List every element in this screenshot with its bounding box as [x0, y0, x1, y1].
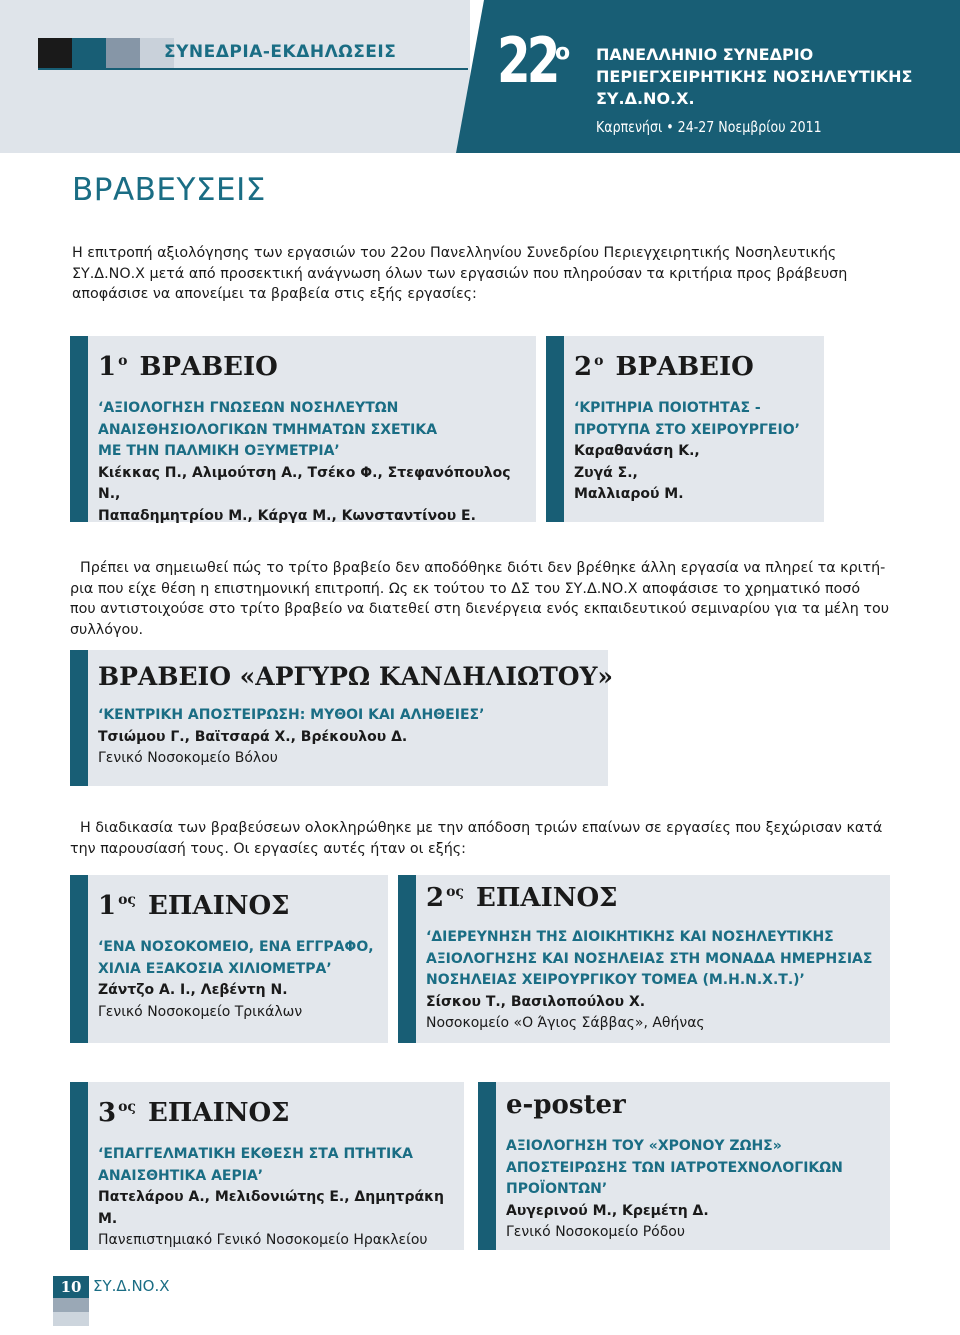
praise-intro-line: Η διαδικασία των βραβεύσεων ολοκληρώθηκε με την απόδοση τριών επαίνων σε εργασίες που ξεχώρισαν κατά	[80, 820, 883, 836]
special-award-authors: Τσιώμου Γ., Βαϊτσαρά Χ., Βρέκουλου Δ.	[98, 728, 408, 745]
header-color-squares	[38, 38, 174, 68]
header-square-1	[38, 38, 72, 68]
box-accent-bar	[546, 336, 564, 522]
special-award-work: ‘ΚΕΝΤΡΙΚΗ ΑΠΟΣΤΕΙΡΩΣΗ: ΜΥΘΟΙ ΚΑΙ ΑΛΗΘΕΙΕΣ’	[98, 707, 485, 723]
third-praise-title	[98, 1098, 458, 1128]
header-category: ΣΥΝΕΔΡΙΑ-ΕΚΔΗΛΩΣΕΙΣ	[164, 42, 397, 62]
first-award-work	[98, 398, 530, 463]
work-line: ΑΝΑΙΣΘΗΣΙΟΛΟΓΙΚΩΝ ΤΜΗΜΑΤΩΝ ΣΧΕΤΙΚΑ	[98, 421, 438, 438]
praise-number: 1	[98, 891, 117, 921]
section-title: ΒΡΑΒΕΥΣΕΙΣ	[72, 172, 266, 208]
conference-title-line: ΠΕΡΙΕΓΧΕΙΡΗΤΙΚΗΣ ΝΟΣΗΛΕΥΤΙΚΗΣ	[596, 67, 913, 86]
praise-number: 3	[98, 1098, 117, 1128]
box-accent-bar	[70, 875, 88, 1043]
special-award-title: ΒΡΑΒΕΙΟ «ΑΡΓΥΡΩ ΚΑΝΔΗΛΙΩΤΟΥ»	[98, 662, 614, 691]
first-praise-work	[98, 937, 382, 980]
author-line: Μαλλιαρού Μ.	[574, 486, 684, 502]
work-line: ΑΞΙΟΛΟΓΗΣΗΣ ΚΑΙ ΝΟΣΗΛΕΙΑΣ ΣΤΗ ΜΟΝΑΔΑ ΗΜΕΡΗΣΙΑΣ	[426, 950, 873, 967]
conference-title-line: ΠΑΝΕΛΛΗΝΙΟ ΣΥΝΕΔΡΙΟ	[596, 45, 814, 64]
praise-label: ΕΠΑΙΝΟΣ	[148, 1098, 290, 1128]
work-line: ΜΕ ΤΗΝ ΠΑΛΜΙΚΗ ΟΞΥΜΕΤΡΙΑ’	[98, 443, 340, 459]
box-accent-bar	[478, 1082, 496, 1250]
praise-number-suffix: ος	[446, 884, 464, 900]
conference-title	[596, 44, 912, 110]
author-line: Κιέκκας Π., Αλιμούτση Α., Τσέκο Φ., Στεφανόπουλος Ν.,	[98, 464, 511, 502]
second-award-title	[574, 352, 818, 382]
special-award-box	[70, 650, 614, 786]
praise-intro-line: την παρουσίασή τους. Οι εργασίες αυτές ήταν οι εξής:	[70, 840, 466, 857]
intro-paragraph	[72, 243, 892, 305]
third-praise-institution: Πανεπιστημιακό Γενικό Νοσοκομείο Ηρακλείου	[98, 1232, 428, 1248]
second-praise-title	[426, 883, 884, 913]
praise-label: ΕΠΑΙΝΟΣ	[148, 891, 290, 921]
footer-org: ΣΥ.Δ.ΝΟ.Χ	[93, 1277, 170, 1295]
second-award-work	[574, 398, 818, 441]
eposter-institution: Γενικό Νοσοκομείο Ρόδου	[506, 1224, 685, 1240]
box-accent-bar	[70, 336, 88, 522]
eposter-box	[478, 1082, 890, 1250]
header-left-panel	[0, 0, 470, 153]
work-line: ‘ΑΞΙΟΛΟΓΗΣΗ ΓΝΩΣΕΩΝ ΝΟΣΗΛΕΥΤΩΝ	[98, 400, 399, 416]
second-award-authors	[574, 441, 818, 506]
third-praise-box	[70, 1082, 464, 1250]
second-praise-institution: Νοσοκομείο «Ο Άγιος Σάββας», Αθήνας	[426, 1015, 705, 1031]
work-line: ‘ΔΙΕΡΕΥΝΗΣΗ ΤΗΣ ΔΙΟΙΚΗΤΙΚΗΣ ΚΑΙ ΝΟΣΗΛΕΥΤΙΚΗΣ	[426, 929, 834, 945]
intro-line: αποφάσισε να απονείμει τα βραβεία στις εξής εργασίες:	[72, 286, 477, 302]
third-praise-authors: Πατελάρου Α., Μελιδονιώτης Ε., Δημητράκη Μ.	[98, 1189, 444, 1227]
work-line: ‘ΕΠΑΓΓΕΛΜΑΤΙΚΗ ΕΚΘΕΣΗ ΣΤΑ ΠΤΗΤΙΚΑ	[98, 1146, 413, 1162]
edition-number: 22	[497, 24, 557, 97]
work-line: ΑΝΑΙΣΘΗΤΙΚΑ ΑΕΡΙΑ’	[98, 1167, 264, 1184]
header-square-3	[106, 38, 140, 68]
third-award-note	[70, 558, 900, 640]
author-line: Καραθανάση Κ.,	[574, 443, 700, 459]
footer-square	[53, 1298, 89, 1312]
work-line: ‘ΚΡΙΤΗΡΙΑ ΠΟΙΟΤΗΤΑΣ -	[574, 400, 761, 416]
praise-number: 2	[426, 883, 445, 913]
praise-label: ΕΠΑΙΝΟΣ	[476, 883, 618, 913]
eposter-work	[506, 1136, 884, 1201]
edition-suffix: ο	[555, 40, 571, 65]
eposter-authors: Αυγερινού Μ., Κρεμέτη Δ.	[506, 1202, 709, 1219]
work-line: ΑΞΙΟΛΟΓΗΣΗ ΤΟΥ «ΧΡΟΝΟΥ ΖΩΗΣ»	[506, 1138, 782, 1154]
header-rule	[38, 68, 468, 70]
praise-number-suffix: ος	[118, 892, 136, 908]
intro-line: Η επιτροπή αξιολόγησης των εργασιών του 22ου Πανελληνίου Συνεδρίου Περιεγχειρητικής Νοσηλευτικής	[72, 245, 837, 261]
second-praise-work	[426, 927, 884, 992]
box-accent-bar	[70, 650, 88, 786]
eposter-title: e-poster	[506, 1090, 626, 1120]
author-line: Ζυγά Σ.,	[574, 464, 638, 481]
first-award-title	[98, 352, 530, 382]
first-praise-institution: Γενικό Νοσοκομείο Τρικάλων	[98, 1003, 303, 1020]
work-line: ΑΠΟΣΤΕΙΡΩΣΗΣ ΤΩΝ ΙΑΤΡΟΤΕΧΝΟΛΟΓΙΚΩΝ	[506, 1159, 843, 1176]
work-line: ΝΟΣΗΛΕΙΑΣ ΧΕΙΡΟΥΡΓΙΚΟΥ ΤΟΜΕΑ (Μ.Η.Ν.Χ.Τ.)’	[426, 972, 805, 988]
first-award-authors	[98, 463, 530, 528]
footer-square	[53, 1312, 89, 1326]
conference-subtitle: Καρπενήσι • 24-27 Νοεμβρίου 2011	[596, 118, 822, 136]
header-square-2	[72, 38, 106, 68]
first-praise-box	[70, 875, 388, 1043]
box-accent-bar	[398, 875, 416, 1043]
work-line: ‘ΕΝΑ ΝΟΣΟΚΟΜΕΙΟ, ΕΝΑ ΕΓΓΡΑΦΟ,	[98, 939, 374, 955]
work-line: ΧΙΛΙΑ ΕΞΑΚΟΣΙΑ ΧΙΛΙΟΜΕΤΡΑ’	[98, 960, 332, 977]
praise-number-suffix: ος	[118, 1099, 136, 1115]
work-line: ΠΡΟΪΟΝΤΩΝ’	[506, 1181, 608, 1197]
first-praise-authors: Ζάντζο Α. Ι., Λεβέντη Ν.	[98, 982, 288, 998]
third-praise-work	[98, 1144, 458, 1187]
award-number: 2	[574, 352, 593, 382]
second-award-box	[546, 336, 824, 522]
author-line: Παπαδημητρίου Μ., Κάργα Μ., Κωνσταντίνου Ε.	[98, 507, 476, 524]
award-number-suffix: ο	[118, 353, 128, 369]
award-number: 1	[98, 352, 117, 382]
second-praise-authors: Σίσκου Τ., Βασιλοπούλου Χ.	[426, 993, 646, 1010]
intro-line: ΣΥ.Δ.ΝΟ.Χ μετά από προσεκτική ανάγνωση όλων των εργασιών που πληρούσαν τα κριτήρια προς βράβευση	[72, 265, 848, 282]
first-award-box	[70, 336, 536, 522]
page-header	[0, 0, 960, 153]
award-number-suffix: ο	[594, 353, 604, 369]
work-line: ΠΡΟΤΥΠΑ ΣΤΟ ΧΕΙΡΟΥΡΓΕΙΟ’	[574, 421, 800, 438]
award-label: ΒΡΑΒΕΙΟ	[615, 352, 754, 382]
special-award-institution: Γενικό Νοσοκομείο Βόλου	[98, 750, 278, 766]
conference-title-line: ΣΥ.Δ.ΝΟ.Χ.	[596, 89, 695, 108]
note-line: Πρέπει να σημειωθεί πώς το τρίτο βραβείο δεν αποδόθηκε διότι δεν βρέθηκε άλλη εργασία να πληρεί τα κριτή-	[80, 560, 886, 576]
note-line: ρια που είχε θέση η επιστημονική επιτροπή. Ως εκ τούτου το ΔΣ του ΣΥ.Δ.ΝΟ.Χ αποφάσισε το χρηματικό ποσό	[70, 580, 861, 597]
award-label: ΒΡΑΒΕΙΟ	[139, 352, 278, 382]
box-accent-bar	[70, 1082, 88, 1250]
first-praise-title	[98, 891, 382, 921]
note-line: που αντιστοιχούσε στο τρίτο βραβείο να διατεθεί στη διενέργεια ενός εκπαιδευτικού σεμιναρίου για τα μέλη του	[70, 601, 889, 617]
praise-intro	[70, 818, 900, 859]
note-line: συλλόγου.	[70, 621, 144, 638]
page-number: 10	[53, 1276, 89, 1298]
second-praise-box	[398, 875, 890, 1043]
